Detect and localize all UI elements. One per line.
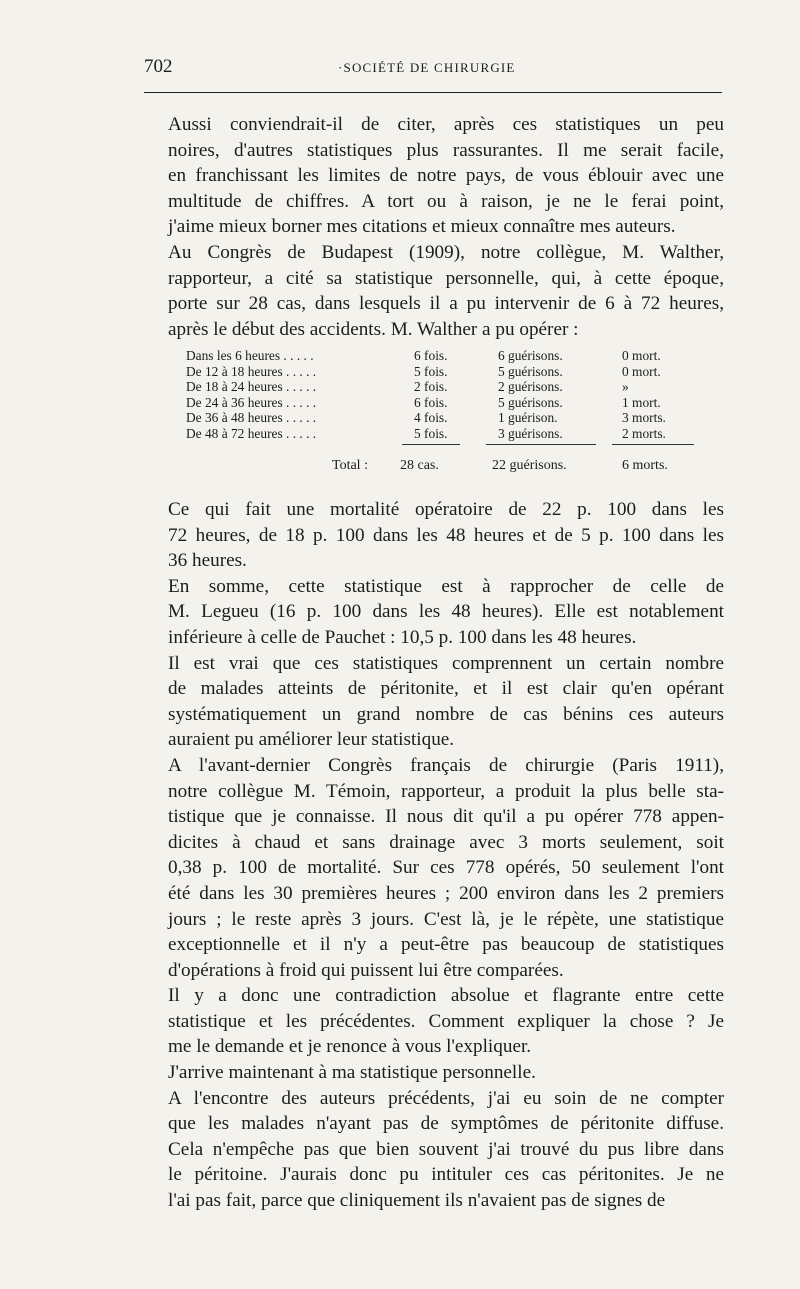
count-cell: 6 fois. bbox=[414, 394, 448, 410]
text-line: rapporteur, a cité sa statistique personnelle, qui, à cette époque, bbox=[168, 267, 724, 289]
text-line: auraient pu améliorer leur statistique. bbox=[168, 729, 455, 751]
count-cell: 5 fois. bbox=[414, 425, 448, 441]
text-line: noires, d'autres statistiques plus rassurantes. Il me serait facile, bbox=[168, 139, 724, 161]
interval-cell: De 18 à 24 heures . . . . . bbox=[186, 379, 317, 395]
text-line: Au Congrès de Budapest (1909), notre collègue, M. Walther, bbox=[168, 241, 724, 263]
recoveries-cell: 2 guérisons. bbox=[498, 379, 563, 395]
deaths-cell: 1 mort. bbox=[622, 394, 661, 410]
text-line: Aussi conviendrait-il de citer, après ces statistiques un peu bbox=[168, 114, 724, 135]
count-cell: 6 fois. bbox=[414, 348, 448, 363]
interval-cell: Dans les 6 heures . . . . . bbox=[186, 348, 314, 363]
text-line: dicites à chaud et sans drainage avec 3 morts seulement, soit bbox=[168, 831, 724, 853]
paragraph bbox=[144, 1060, 724, 1086]
interval-cell: De 48 à 72 heures . . . . . bbox=[186, 425, 317, 441]
count-cell: 5 fois. bbox=[414, 363, 448, 379]
paragraph bbox=[144, 753, 724, 983]
text-line: me le demande et je renonce à vous l'expliquer. bbox=[168, 1036, 532, 1058]
text-line: Il y a donc une contradiction absolue et flagrante entre cette bbox=[168, 985, 724, 1007]
interval-cell: De 24 à 36 heures . . . . . bbox=[186, 394, 317, 410]
text-line: tistique que je connaisse. Il nous dit qu'il a pu opérer 778 appen- bbox=[168, 806, 724, 828]
total-rule bbox=[612, 444, 694, 445]
count-cell: 2 fois. bbox=[414, 379, 448, 395]
body-text-after bbox=[144, 497, 724, 1214]
paragraph bbox=[144, 983, 724, 1060]
text-line: A l'encontre des auteurs précédents, j'ai eu soin de ne compter bbox=[168, 1087, 724, 1109]
text-line: porte sur 28 cas, dans lesquels il a pu intervenir de 6 à 72 heures, bbox=[168, 293, 724, 315]
deaths-cell: 3 morts. bbox=[622, 410, 666, 426]
text-line: Ce qui fait une mortalité opératoire de 22 p. 100 dans les bbox=[168, 499, 724, 520]
text-line: notre collègue M. Témoin, rapporteur, a produit la plus belle sta- bbox=[168, 780, 724, 802]
text-line: le péritoine. J'aurais donc pu intituler ces cas péritonites. Je ne bbox=[168, 1164, 724, 1186]
count-cell: 4 fois. bbox=[414, 410, 448, 426]
text-line: exceptionnelle et il n'y a peut-être pas beaucoup de statistiques bbox=[168, 934, 724, 956]
text-line: en franchissant les limites de notre pays, de vous éblouir avec une bbox=[168, 165, 724, 187]
interval-cell: De 36 à 48 heures . . . . . bbox=[186, 410, 317, 426]
total-label: Total : bbox=[332, 457, 368, 473]
recoveries-cell: 3 guérisons. bbox=[498, 425, 563, 441]
total-count: 28 cas. bbox=[400, 457, 439, 473]
interval-cell: De 12 à 18 heures . . . . . bbox=[186, 363, 317, 379]
text-line: de malades atteints de péritonite, et il est clair qu'en opérant bbox=[168, 678, 724, 700]
text-line: J'arrive maintenant à ma statistique personnelle. bbox=[168, 1062, 536, 1084]
text-line: d'opérations à froid qui puissent lui être comparées. bbox=[168, 959, 564, 981]
text-line: Cela n'empêche pas que bien souvent j'ai trouvé du pus libre dans bbox=[168, 1138, 724, 1160]
text-line: jours ; le reste après 3 jours. C'est là, je le répète, une statistique bbox=[168, 908, 724, 930]
text-line: statistique et les précédentes. Comment expliquer la chose ? Je bbox=[168, 1010, 724, 1032]
recoveries-cell: 1 guérison. bbox=[498, 410, 558, 426]
text-line: En somme, cette statistique est à rapprocher de celle de bbox=[168, 575, 724, 597]
paragraph bbox=[144, 574, 724, 651]
body-text-before bbox=[144, 112, 724, 342]
deaths-cell: » bbox=[622, 379, 629, 395]
recoveries-cell: 5 guérisons. bbox=[498, 363, 563, 379]
paragraph bbox=[144, 497, 724, 574]
total-rule bbox=[486, 444, 596, 445]
text-line: que les malades n'ayant pas de symptômes de péritonite diffuse. bbox=[168, 1113, 724, 1135]
text-line: l'ai pas fait, parce que cliniquement ils n'avaient pas de signes de bbox=[168, 1190, 666, 1212]
text-line: 72 heures, de 18 p. 100 dans les 48 heures et de 5 p. 100 dans les bbox=[168, 524, 724, 546]
text-line: j'aime mieux borner mes citations et mieux connaître mes auteurs. bbox=[168, 216, 676, 238]
text-line: 36 heures. bbox=[168, 550, 247, 572]
text-line: Il est vrai que ces statistiques comprennent un certain nombre bbox=[168, 652, 724, 674]
page-number: 702 bbox=[144, 56, 173, 77]
total-recoveries: 22 guérisons. bbox=[492, 457, 567, 473]
total-deaths: 6 morts. bbox=[622, 457, 668, 473]
paragraph bbox=[144, 112, 724, 240]
total-rule bbox=[402, 444, 460, 445]
text-line: M. Legueu (16 p. 100 dans les 48 heures). Elle est notablement bbox=[168, 601, 724, 623]
deaths-cell: 0 mort. bbox=[622, 363, 661, 379]
recoveries-cell: 5 guérisons. bbox=[498, 394, 563, 410]
text-line: après le début des accidents. M. Walther a pu opérer : bbox=[168, 318, 579, 340]
running-head: ·SOCIÉTÉ DE CHIRURGIE bbox=[338, 60, 516, 75]
text-line: 0,38 p. 100 de mortalité. Sur ces 778 opérés, 50 seulement l'ont bbox=[168, 857, 724, 879]
text-line: été dans les 30 premières heures ; 200 environ dans les 2 premiers bbox=[168, 882, 724, 904]
header-rule bbox=[144, 92, 722, 93]
recoveries-cell: 6 guérisons. bbox=[498, 348, 563, 363]
paragraph bbox=[144, 651, 724, 753]
deaths-cell: 0 mort. bbox=[622, 348, 661, 363]
text-line: systématiquement un grand nombre de cas bénins ces auteurs bbox=[168, 703, 724, 725]
text-line: A l'avant-dernier Congrès français de chirurgie (Paris 1911), bbox=[168, 754, 724, 776]
paragraph bbox=[144, 1086, 724, 1214]
deaths-cell: 2 morts. bbox=[622, 425, 666, 441]
text-line: inférieure à celle de Pauchet : 10,5 p. 100 dans les 48 heures. bbox=[168, 626, 637, 648]
paragraph bbox=[144, 240, 724, 342]
text-line: multitude de chiffres. A tort ou à raison, je ne le ferai point, bbox=[168, 190, 724, 212]
